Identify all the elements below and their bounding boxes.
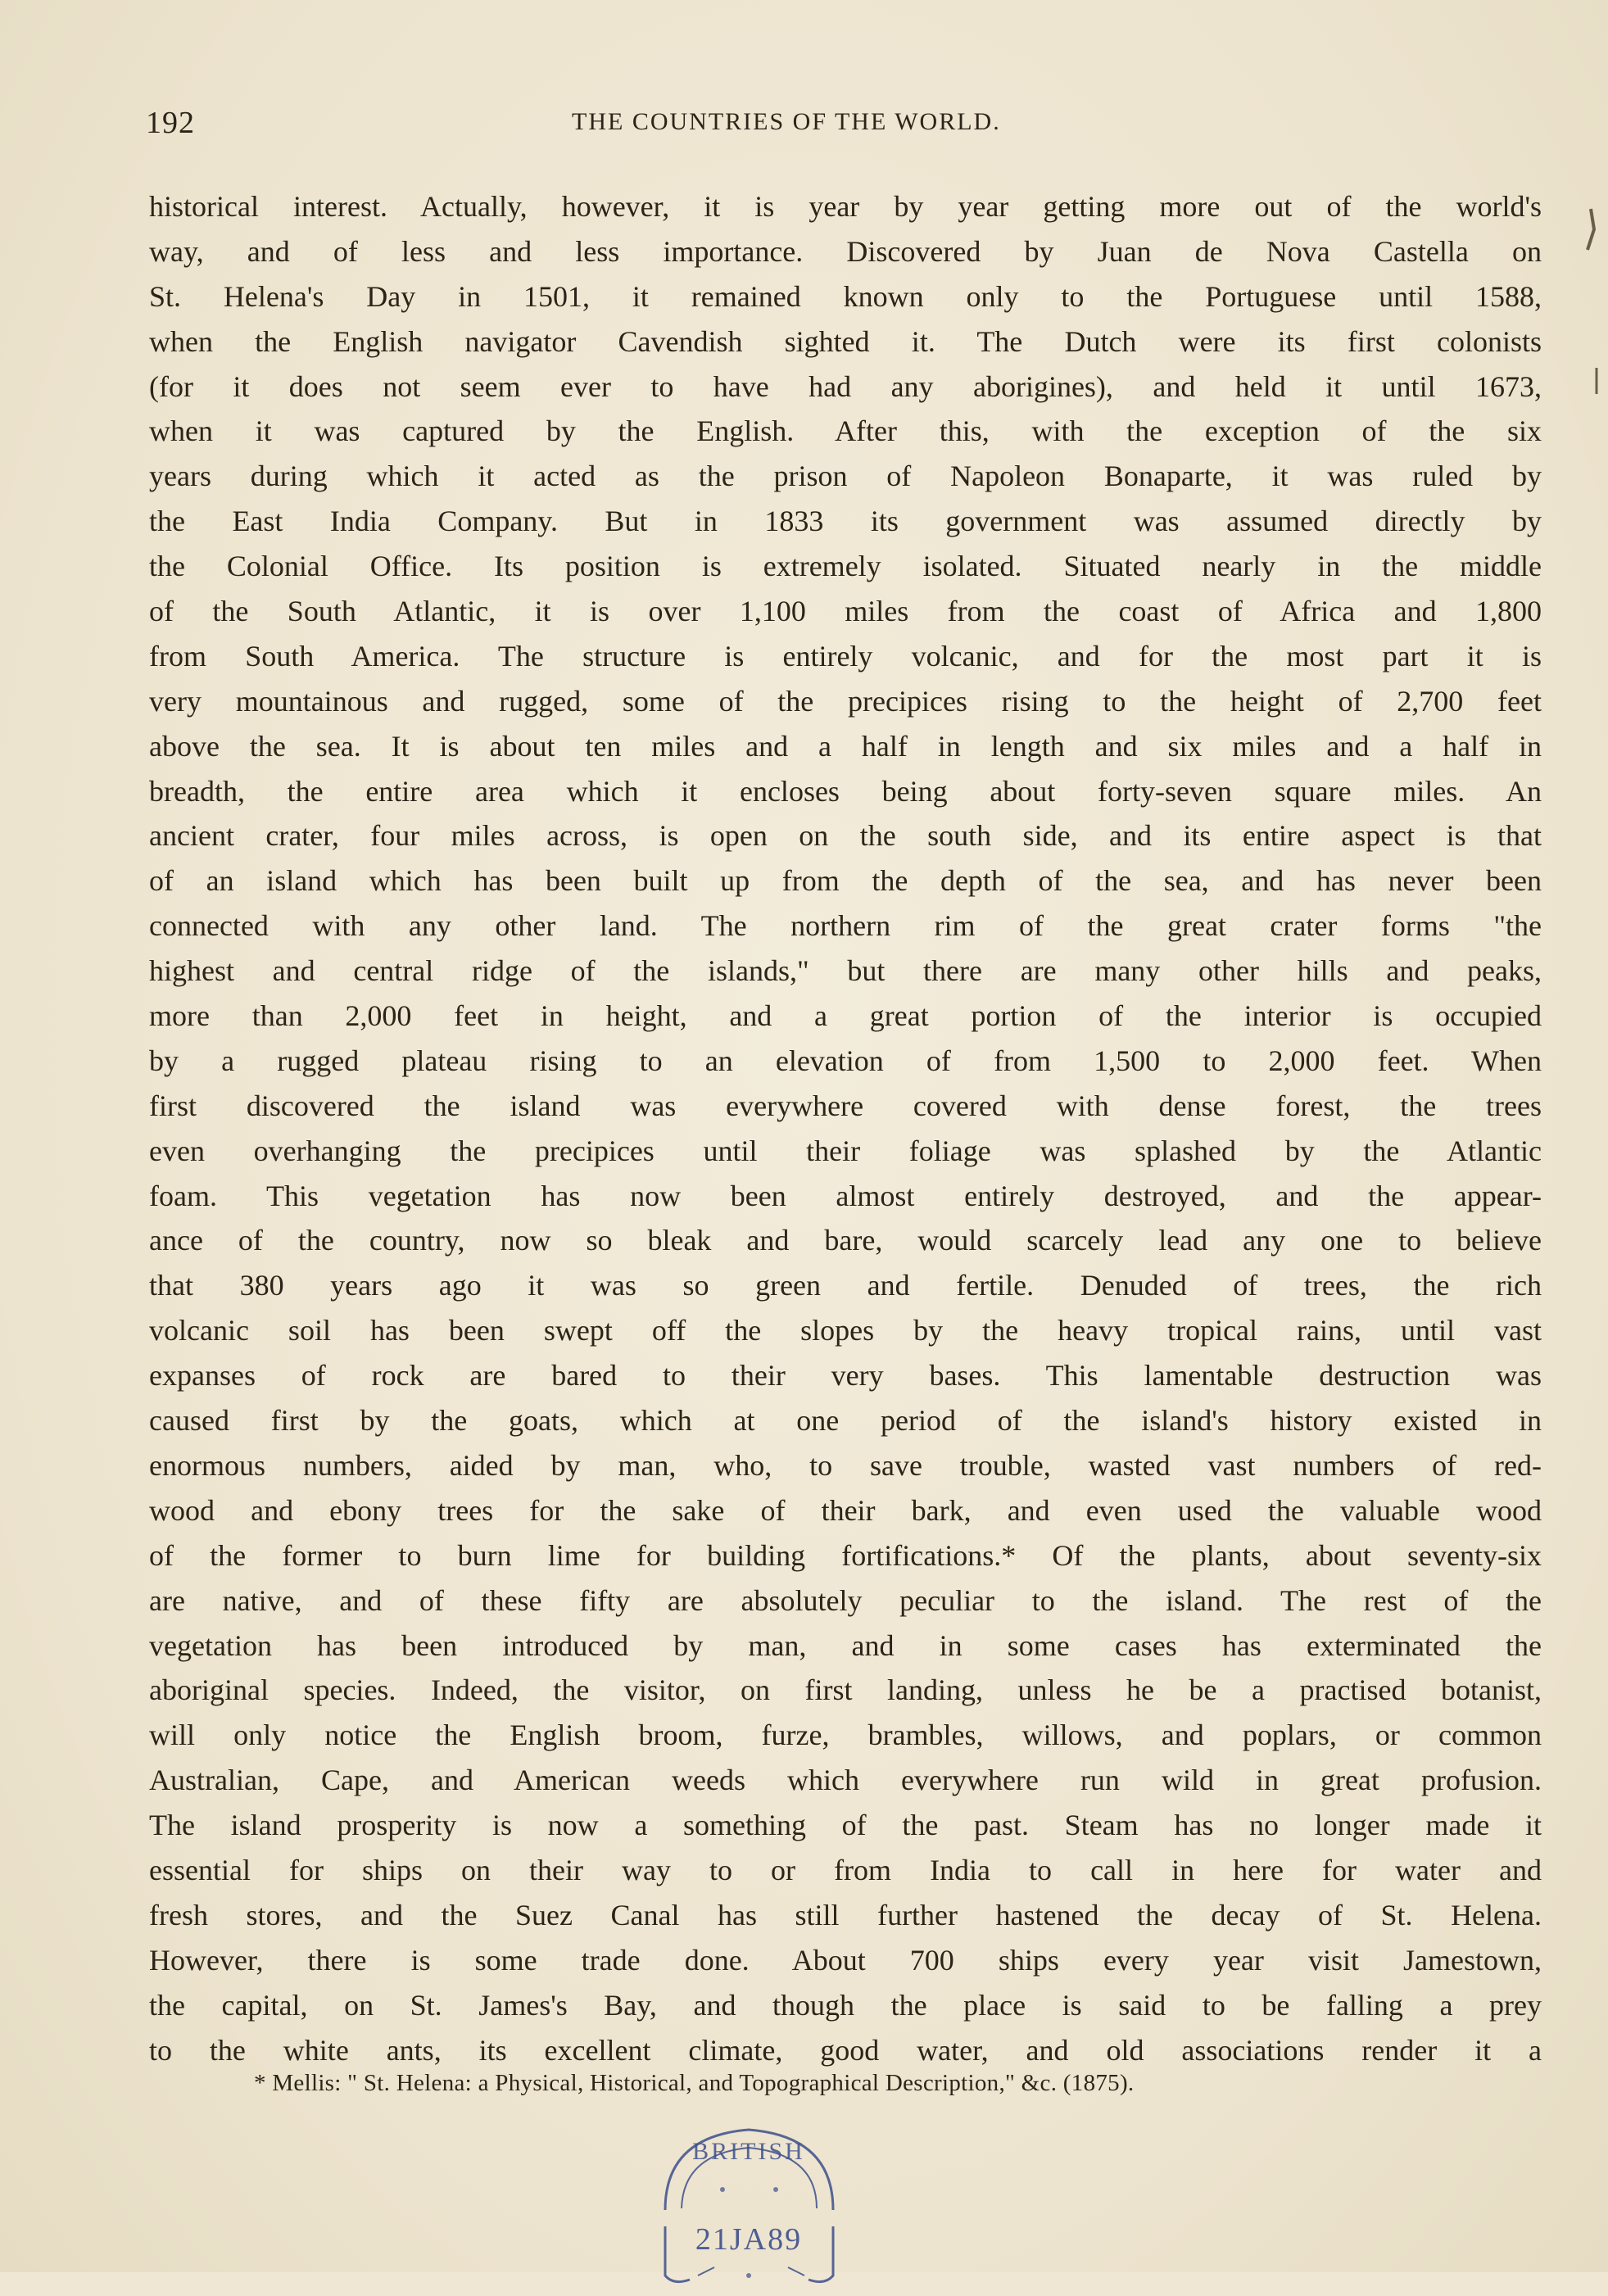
text-line: the capital, on St. James's Bay, and though the place is said to be falling a prey — [149, 1988, 1542, 2022]
text-line: from South America. The structure is entirely volcanic, and for the most part it is — [149, 639, 1542, 672]
text-line: ancient crater, four miles across, is open on the south side, and its entire aspect is that — [149, 819, 1542, 853]
stamp-seal-icon — [649, 2112, 849, 2292]
text-line: vegetation has been introduced by man, and in some cases has exterminated the — [149, 1628, 1542, 1662]
running-title: THE COUNTRIES OF THE WORLD. — [572, 108, 1001, 135]
text-line: first discovered the island was everywhere covered with dense forest, the trees — [149, 1089, 1542, 1122]
margin-smudge-icon — [1581, 205, 1599, 254]
footnote: * Mellis: " St. Helena: a Physical, Historical, and Topographical Description," &c. (1875). — [254, 2070, 1135, 2096]
text-line: years during which it acted as the prison of Napoleon Bonaparte, it was ruled by — [149, 460, 1542, 493]
body-text — [149, 184, 1542, 2072]
margin-mark — [1581, 205, 1599, 260]
text-line: when it was captured by the English. After this, with the exception of the six — [149, 414, 1542, 448]
text-line: of the former to burn lime for building fortifications.* Of the plants, about seventy-six — [149, 1538, 1542, 1572]
text-line: caused first by the goats, which at one period of the island's history existed in — [149, 1404, 1542, 1438]
text-line: (for it does not seem ever to have had any aborigines), and held it until 1673, — [149, 369, 1542, 403]
text-line: when the English navigator Cavendish sighted it. The Dutch were its first colonists — [149, 324, 1542, 358]
text-line: historical interest. Actually, however, it is year by year getting more out of the world's — [149, 190, 1542, 223]
text-line: essential for ships on their way to or from India to call in here for water and — [149, 1853, 1542, 1886]
text-line: are native, and of these fifty are absolutely peculiar to the island. The rest of the — [149, 1583, 1542, 1617]
text-line: that 380 years ago it was so green and fertile. Denuded of trees, the rich — [149, 1269, 1542, 1302]
text-line: above the sea. It is about ten miles and a half in length and six miles and a half in — [149, 729, 1542, 763]
text-line: volcanic soil has been swept off the slopes by the heavy tropical rains, until vast — [149, 1314, 1542, 1347]
text-line: ance of the country, now so bleak and bare, would scarcely lead any one to believe — [149, 1224, 1542, 1257]
text-line: more than 2,000 feet in height, and a great portion of the interior is occupied — [149, 999, 1542, 1033]
text-line: fresh stores, and the Suez Canal has still further hastened the decay of St. Helena. — [149, 1898, 1542, 1931]
text-line: St. Helena's Day in 1501, it remained known only to the Portuguese until 1588, — [149, 279, 1542, 313]
page-header — [146, 105, 1547, 154]
text-line: The island prosperity is now a something of the past. Steam has no longer made it — [149, 1809, 1542, 1842]
text-line: by a rugged plateau rising to an elevation of from 1,500 to 2,000 feet. When — [149, 1044, 1542, 1077]
text-line: breadth, the entire area which it encloses being about forty-seven square miles. An — [149, 774, 1542, 808]
page-number: 192 — [146, 106, 195, 140]
text-line: expanses of rock are bared to their very bases. This lamentable destruction was — [149, 1359, 1542, 1393]
text-line: wood and ebony trees for the sake of their bark, and even used the valuable wood — [149, 1493, 1542, 1527]
text-line: very mountainous and rugged, some of the precipices rising to the height of 2,700 feet — [149, 684, 1542, 718]
text-line: highest and central ridge of the islands," but there are many other hills and peaks, — [149, 954, 1542, 988]
text-line: Australian, Cape, and American weeds which everywhere run wild in great profusion. — [149, 1764, 1542, 1797]
text-line: of an island which has been built up from the depth of the sea, and has never been — [149, 864, 1542, 898]
stamp-top-text: BRITISH — [692, 2138, 805, 2165]
text-line: will only notice the English broom, furze, brambles, willows, and poplars, or common — [149, 1719, 1542, 1752]
library-stamp — [649, 2112, 849, 2292]
text-line: the East India Company. But in 1833 its government was assumed directly by — [149, 505, 1542, 538]
text-line: foam. This vegetation has now been almost entirely destroyed, and the appear- — [149, 1179, 1542, 1212]
text-line: even overhanging the precipices until their foliage was splashed by the Atlantic — [149, 1134, 1542, 1167]
text-line: to the white ants, its excellent climate, good water, and old associations render it a — [149, 2033, 1542, 2067]
margin-smudge-icon — [1589, 365, 1604, 397]
text-line: aboriginal species. Indeed, the visitor, on first landing, unless he be a practised botanist, — [149, 1673, 1542, 1707]
text-line: connected with any other land. The northern rim of the great crater forms "the — [149, 909, 1542, 943]
text-line: way, and of less and less importance. Discovered by Juan de Nova Castella on — [149, 234, 1542, 268]
stamp-date-text: 21JA89 — [695, 2222, 803, 2257]
text-line: However, there is some trade done. About 700 ships every year visit Jamestown, — [149, 1943, 1542, 1977]
text-line: of the South Atlantic, it is over 1,100 miles from the coast of Africa and 1,800 — [149, 595, 1542, 628]
margin-mark — [1589, 365, 1604, 404]
text-line: enormous numbers, aided by man, who, to save trouble, wasted vast numbers of red- — [149, 1448, 1542, 1482]
text-line: the Colonial Office. Its position is extremely isolated. Situated nearly in the middle — [149, 550, 1542, 583]
